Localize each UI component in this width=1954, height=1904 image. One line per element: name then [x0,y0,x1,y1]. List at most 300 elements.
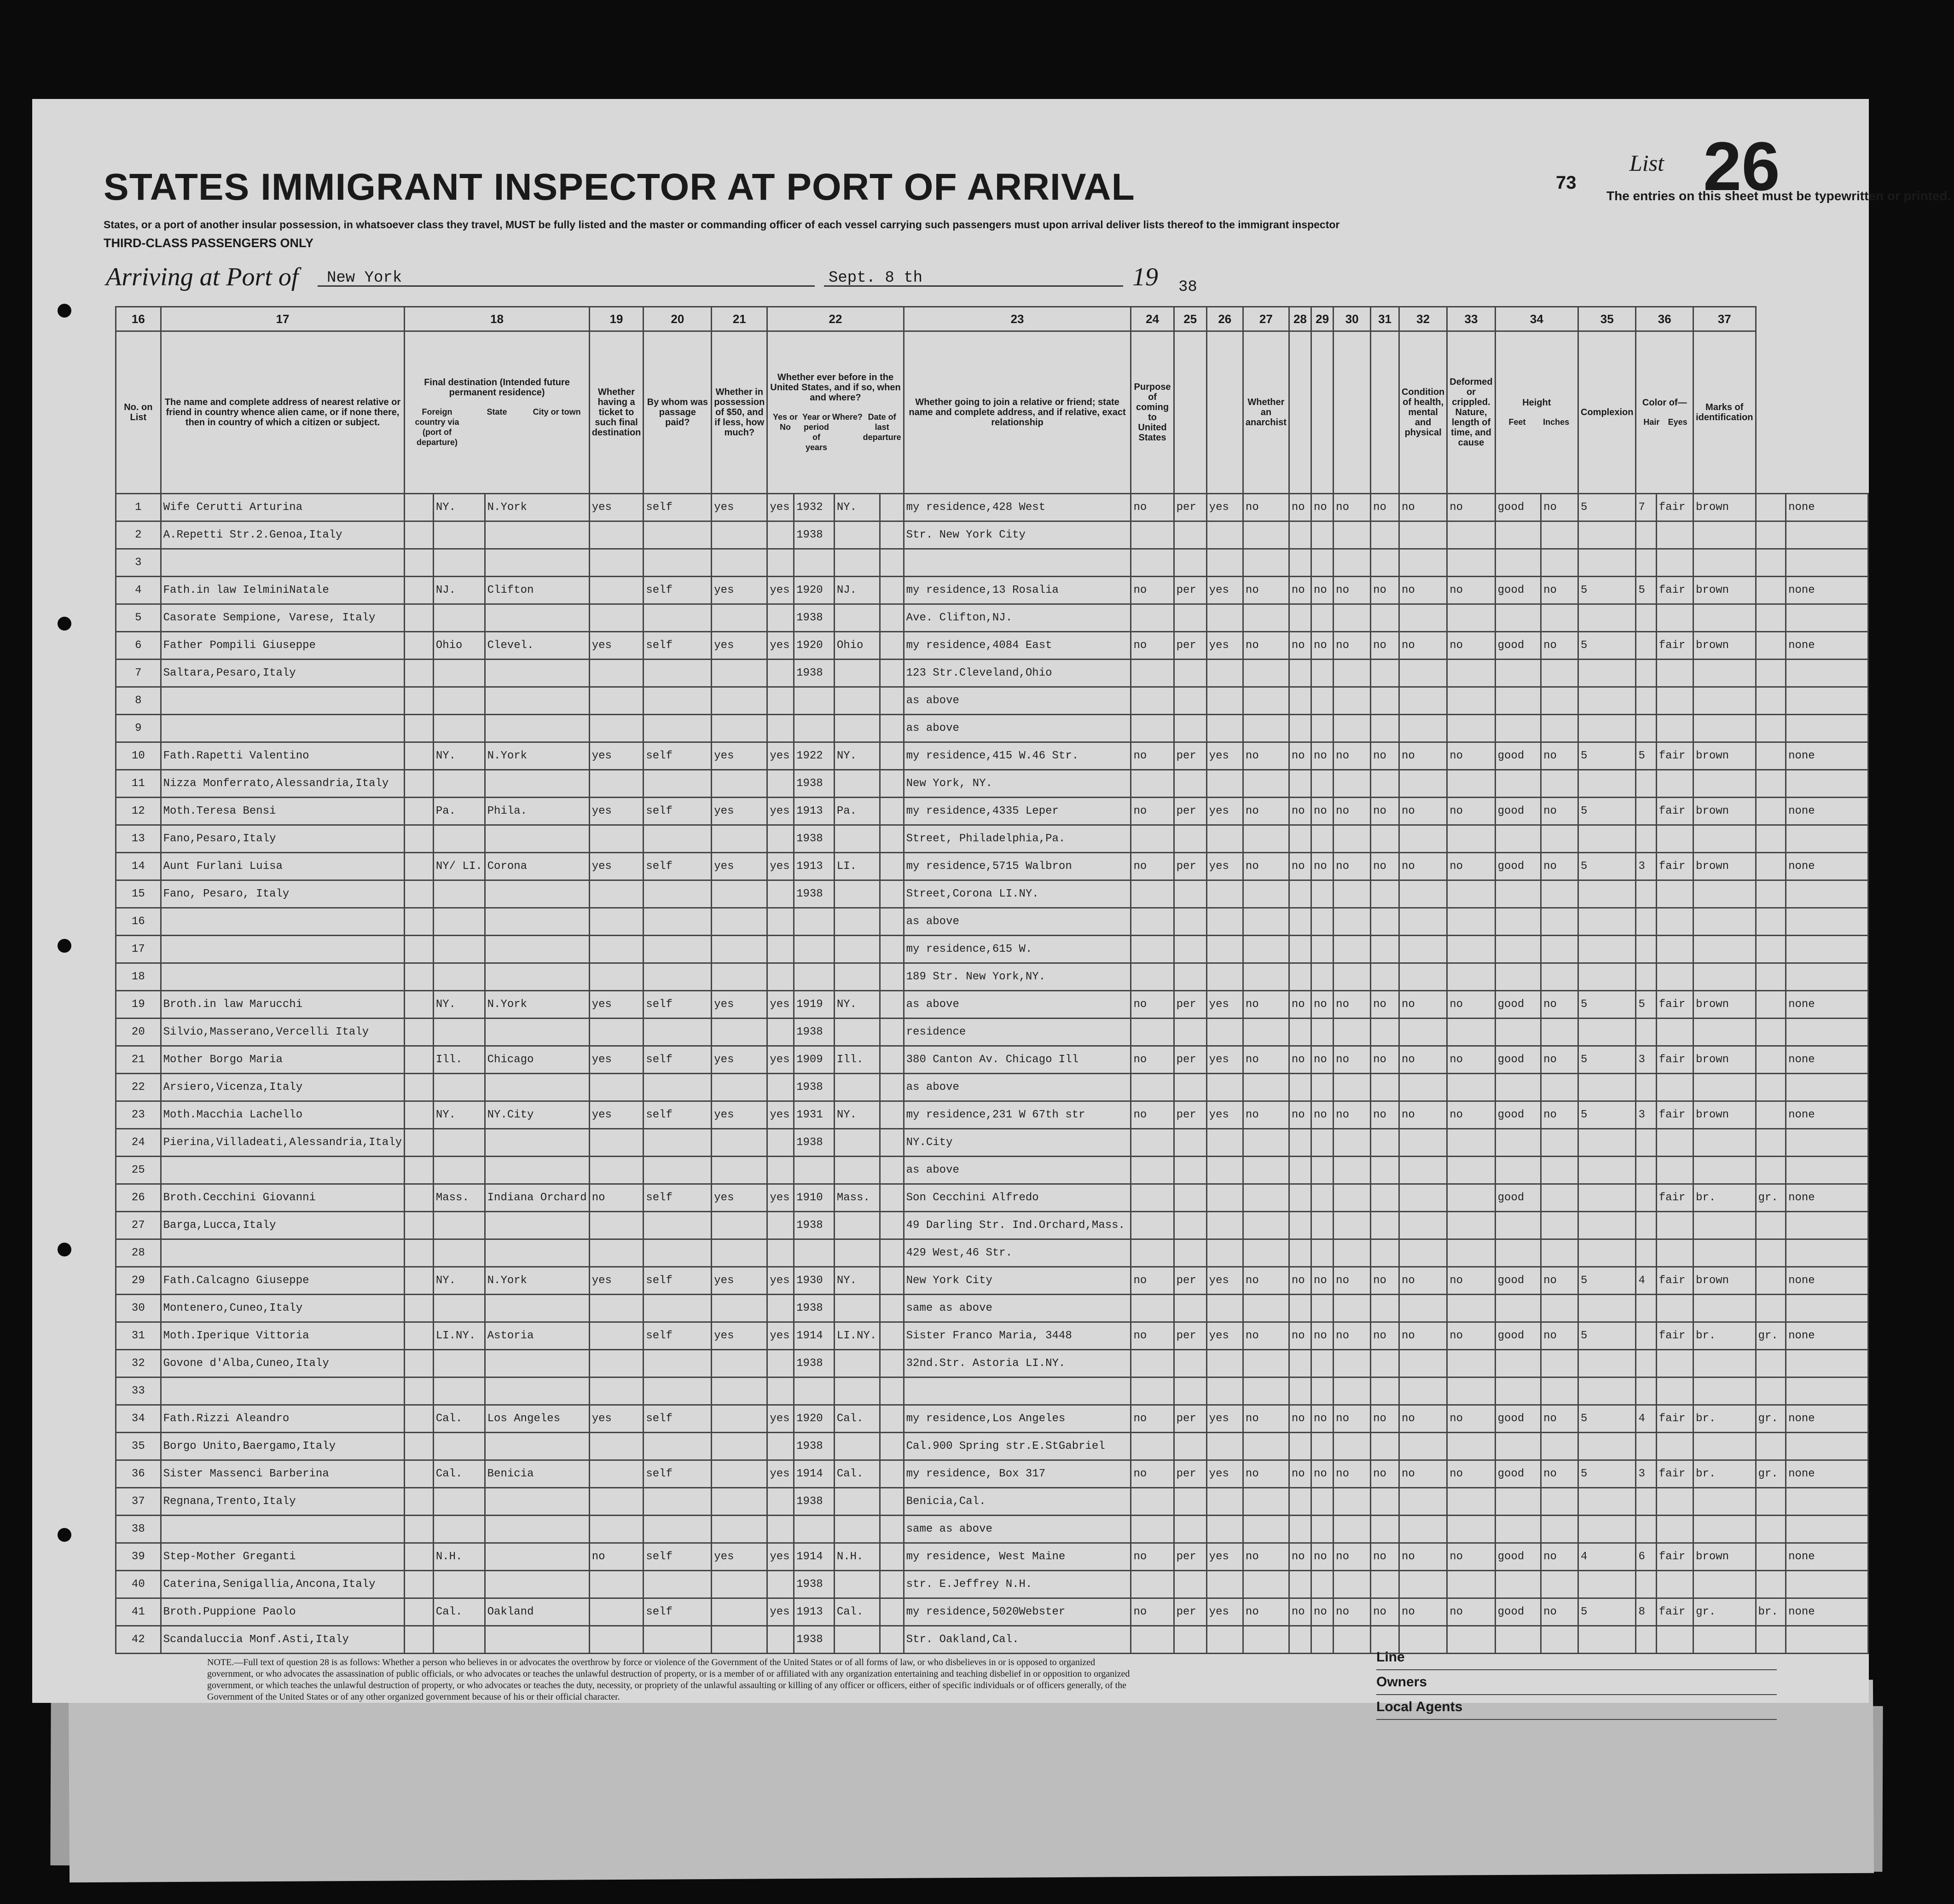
hair-color: brown [1693,1267,1756,1295]
page-title: STATES IMMIGRANT INSPECTOR AT PORT OF ARRIVAL [104,166,1135,208]
destination-city [485,963,589,991]
destination-city: Los Angeles [485,1405,589,1433]
where-cell [834,1212,880,1239]
money-cell [712,1598,767,1626]
passage-paid-by [644,1129,712,1157]
height-feet [1578,1212,1636,1239]
question-30 [1399,1157,1447,1184]
relative-name-address: Moth.Macchia Lachello [161,1101,405,1129]
where-cell [834,1488,880,1516]
intends-citizenship: yes [1206,1598,1243,1626]
length-of-stay: per [1174,1267,1206,1295]
years-cell: 1938 [794,1074,835,1101]
anarchist-cell [1311,1571,1334,1598]
length-of-stay [1174,1019,1206,1046]
intends-citizenship [1206,1516,1243,1543]
last-departure-cell [880,1129,904,1157]
complexion-cell: fair [1656,1460,1693,1488]
destination-city [485,1516,589,1543]
money-cell [712,908,767,936]
column-header-label: Condition of health, mental and physical [1401,387,1445,438]
question-26: no [1289,1543,1311,1571]
destination-state: NY. [433,742,485,770]
last-departure-cell [880,1405,904,1433]
list-number-cell: 7 [116,660,161,687]
question-31: no [1447,1267,1495,1295]
years-cell: 1938 [794,521,835,549]
identification-marks: none [1786,853,1868,880]
height-inches: 3 [1636,1460,1656,1488]
question-28 [1334,936,1371,963]
money-cell: yes [712,1322,767,1350]
question-26 [1289,825,1311,853]
destination-city: N.York [485,991,589,1019]
deformed-cell [1541,1377,1578,1405]
joining-relative: my residence,231 W 67th str [904,1101,1131,1129]
eye-color [1756,549,1786,577]
purpose-cell: no [1131,1322,1174,1350]
length-of-stay [1174,825,1206,853]
eye-color [1756,660,1786,687]
previously-in-us [767,1350,794,1377]
where-cell: Ill. [834,1046,880,1074]
joining-relative: Str. New York City [904,521,1131,549]
column-header-label: Final destination (Intended future permanent residence) [424,377,570,398]
column-subheader: Date of last departure [863,412,901,442]
identification-marks [1786,604,1868,632]
length-of-stay [1174,549,1206,577]
health-condition [1495,1433,1541,1460]
destination-state: Ill. [433,1046,485,1074]
purpose-cell: no [1131,853,1174,880]
question-25 [1243,1295,1289,1322]
foreign-port-cell [405,1543,433,1571]
health-condition: good [1495,632,1541,660]
question-31 [1447,1239,1495,1267]
column-header [904,331,1131,494]
ticket-cell: yes [589,1267,644,1295]
height-feet [1578,1433,1636,1460]
column-subheader: Yes or No [773,412,798,432]
column-number: 20 [644,307,712,331]
question-25: no [1243,1405,1289,1433]
length-of-stay: per [1174,853,1206,880]
height-feet: 5 [1578,1322,1636,1350]
money-cell [712,604,767,632]
money-cell [712,1074,767,1101]
passage-paid-by: self [644,853,712,880]
relative-name-address: Father Pompili Giuseppe [161,632,405,660]
length-of-stay [1174,1516,1206,1543]
height-inches [1636,660,1656,687]
destination-city [485,549,589,577]
question-26 [1289,908,1311,936]
joining-relative: my residence,428 West [904,494,1131,521]
list-number-cell: 32 [116,1350,161,1377]
last-departure-cell [880,742,904,770]
intends-citizenship [1206,1184,1243,1212]
height-feet [1578,604,1636,632]
money-cell: yes [712,742,767,770]
question-29 [1371,604,1399,632]
question-29: no [1371,1101,1399,1129]
eye-color [1756,963,1786,991]
question-28 [1334,963,1371,991]
list-number-cell: 20 [116,1019,161,1046]
destination-city: NY.City [485,1101,589,1129]
deformed-cell: no [1541,1046,1578,1074]
anarchist-cell: no [1311,853,1334,880]
years-cell: 1909 [794,1046,835,1074]
question-28 [1334,687,1371,715]
deformed-cell: no [1541,798,1578,825]
health-condition [1495,604,1541,632]
destination-state [433,660,485,687]
joining-relative: Sister Franco Maria, 3448 [904,1322,1131,1350]
question-25 [1243,1239,1289,1267]
complexion-cell: fair [1656,1101,1693,1129]
joining-relative: Street,Corona LI.NY. [904,880,1131,908]
anarchist-cell: no [1311,1405,1334,1433]
eye-color [1756,715,1786,742]
hair-color [1693,1350,1756,1377]
length-of-stay: per [1174,1543,1206,1571]
money-cell: yes [712,1101,767,1129]
joining-relative: as above [904,1157,1131,1184]
previously-in-us [767,770,794,798]
question-28: no [1334,1046,1371,1074]
height-inches [1636,1488,1656,1516]
hair-color: brown [1693,1101,1756,1129]
height-inches: 7 [1636,494,1656,521]
eye-color: br. [1756,1598,1786,1626]
question-30 [1399,1212,1447,1239]
question-28: no [1334,1405,1371,1433]
question-29 [1371,521,1399,549]
identification-marks [1786,880,1868,908]
destination-state: LI.NY. [433,1322,485,1350]
question-29 [1371,1377,1399,1405]
question-30: no [1399,494,1447,521]
ticket-cell [589,1322,644,1350]
question-28: no [1334,494,1371,521]
question-29: no [1371,853,1399,880]
foreign-port-cell [405,604,433,632]
port-value: New York [327,269,402,287]
height-inches [1636,1377,1656,1405]
eye-color [1756,1157,1786,1184]
deformed-cell: no [1541,1598,1578,1626]
deformed-cell: no [1541,991,1578,1019]
money-cell [712,1460,767,1488]
table-row [116,660,1868,687]
where-cell [834,963,880,991]
where-cell [834,660,880,687]
list-number-cell: 21 [116,1046,161,1074]
foreign-port-cell [405,1626,433,1654]
list-number-cell: 10 [116,742,161,770]
anarchist-cell [1311,1350,1334,1377]
previously-in-us [767,521,794,549]
question-31 [1447,687,1495,715]
years-cell [794,715,835,742]
identification-marks: none [1786,1184,1868,1212]
height-feet [1578,1074,1636,1101]
hair-color [1693,660,1756,687]
table-row [116,1074,1868,1101]
question-29 [1371,963,1399,991]
years-cell [794,963,835,991]
question-28: no [1334,991,1371,1019]
question-28: no [1334,1460,1371,1488]
where-cell [834,1074,880,1101]
last-departure-cell [880,908,904,936]
years-cell: 1938 [794,770,835,798]
question-28 [1334,521,1371,549]
hair-color [1693,715,1756,742]
question-25: no [1243,798,1289,825]
destination-state [433,1626,485,1654]
where-cell: Pa. [834,798,880,825]
money-cell: yes [712,1543,767,1571]
question-28: no [1334,1267,1371,1295]
last-departure-cell [880,1460,904,1488]
column-header [1131,331,1174,494]
anarchist-cell [1311,549,1334,577]
destination-city [485,908,589,936]
column-number: 29 [1311,307,1334,331]
eye-color [1756,1074,1786,1101]
health-condition: good [1495,1598,1541,1626]
height-inches [1636,936,1656,963]
height-inches: 5 [1636,577,1656,604]
question-25 [1243,715,1289,742]
question-29 [1371,1488,1399,1516]
question-28 [1334,1129,1371,1157]
complexion-cell [1656,908,1693,936]
destination-city: Corona [485,853,589,880]
question-28 [1334,660,1371,687]
complexion-cell: fair [1656,1598,1693,1626]
previously-in-us [767,880,794,908]
where-cell [834,521,880,549]
column-header [1174,331,1206,494]
question-31 [1447,1571,1495,1598]
identification-marks [1786,715,1868,742]
anarchist-cell: no [1311,1322,1334,1350]
column-number: 32 [1399,307,1447,331]
last-departure-cell [880,1267,904,1295]
intends-citizenship [1206,604,1243,632]
identification-marks: none [1786,1046,1868,1074]
question-29: no [1371,1046,1399,1074]
relative-name-address: Mother Borgo Maria [161,1046,405,1074]
question-28 [1334,1157,1371,1184]
question-31: no [1447,742,1495,770]
identification-marks: none [1786,494,1868,521]
length-of-stay: per [1174,577,1206,604]
ticket-cell [589,1129,644,1157]
where-cell [834,825,880,853]
question-30 [1399,604,1447,632]
destination-city [485,1239,589,1267]
purpose-cell: no [1131,1101,1174,1129]
question-30 [1399,770,1447,798]
hair-color [1693,1377,1756,1405]
height-feet [1578,1239,1636,1267]
deformed-cell: no [1541,577,1578,604]
where-cell [834,1295,880,1322]
health-condition: good [1495,798,1541,825]
question-31 [1447,770,1495,798]
anarchist-cell [1311,660,1334,687]
money-cell: yes [712,991,767,1019]
table-row [116,687,1868,715]
table-row [116,604,1868,632]
previously-in-us [767,1377,794,1405]
question-30: no [1399,1543,1447,1571]
question-30 [1399,1377,1447,1405]
years-cell [794,908,835,936]
money-cell [712,1239,767,1267]
complexion-cell [1656,1239,1693,1267]
list-number-cell: 14 [116,853,161,880]
relative-name-address: Wife Cerutti Arturina [161,494,405,521]
question-26: no [1289,991,1311,1019]
anarchist-cell [1311,963,1334,991]
hair-color [1693,1488,1756,1516]
money-cell: yes [712,1184,767,1212]
anarchist-cell: no [1311,577,1334,604]
ticket-cell: no [589,1184,644,1212]
identification-marks [1786,1129,1868,1157]
years-cell: 1938 [794,1350,835,1377]
where-cell: NY. [834,742,880,770]
column-number: 18 [405,307,589,331]
hair-color [1693,549,1756,577]
list-number-cell: 40 [116,1571,161,1598]
complexion-cell [1656,1433,1693,1460]
deformed-cell [1541,1239,1578,1267]
eye-color: gr. [1756,1322,1786,1350]
destination-city [485,1543,589,1571]
question-26 [1289,1129,1311,1157]
length-of-stay [1174,1239,1206,1267]
column-number: 22 [767,307,904,331]
list-number-cell: 30 [116,1295,161,1322]
purpose-cell [1131,1488,1174,1516]
passage-paid-by [644,936,712,963]
date-value: Sept. 8 th [829,269,923,287]
question-30 [1399,936,1447,963]
passage-paid-by: self [644,1101,712,1129]
destination-state [433,1295,485,1322]
height-feet: 5 [1578,798,1636,825]
question-28 [1334,1350,1371,1377]
health-condition [1495,660,1541,687]
eye-color [1756,632,1786,660]
last-departure-cell [880,1571,904,1598]
money-cell [712,825,767,853]
previously-in-us [767,1157,794,1184]
destination-state [433,1433,485,1460]
intends-citizenship [1206,521,1243,549]
foreign-port-cell [405,1019,433,1046]
question-25 [1243,1488,1289,1516]
last-departure-cell [880,1019,904,1046]
last-departure-cell [880,936,904,963]
ticket-cell [589,825,644,853]
destination-state [433,1129,485,1157]
complexion-cell [1656,1350,1693,1377]
joining-relative [904,549,1131,577]
question-28 [1334,604,1371,632]
hair-color: brown [1693,494,1756,521]
foreign-port-cell [405,1516,433,1543]
height-inches [1636,798,1656,825]
previously-in-us: yes [767,1184,794,1212]
joining-relative: 49 Darling Str. Ind.Orchard,Mass. [904,1212,1131,1239]
question-31: no [1447,1046,1495,1074]
last-departure-cell [880,1488,904,1516]
destination-state: NY. [433,991,485,1019]
destination-city [485,1433,589,1460]
column-number-row [116,307,1868,331]
column-header-label: Height [1522,398,1551,408]
binder-hole [58,1528,71,1542]
eye-color [1756,770,1786,798]
ticket-cell [589,549,644,577]
height-inches [1636,1074,1656,1101]
destination-state [433,936,485,963]
anarchist-cell [1311,521,1334,549]
identification-marks [1786,770,1868,798]
deformed-cell [1541,660,1578,687]
question-25: no [1243,1322,1289,1350]
where-cell [834,1157,880,1184]
anarchist-cell [1311,1488,1334,1516]
passage-paid-by: self [644,1460,712,1488]
purpose-cell [1131,1212,1174,1239]
destination-city [485,1626,589,1654]
height-feet: 5 [1578,991,1636,1019]
length-of-stay [1174,1377,1206,1405]
height-feet: 5 [1578,1405,1636,1433]
question-29 [1371,1433,1399,1460]
height-feet [1578,715,1636,742]
height-inches [1636,1019,1656,1046]
ticket-cell [589,1295,644,1322]
question-31: no [1447,494,1495,521]
foreign-port-cell [405,908,433,936]
column-number: 17 [161,307,405,331]
question-31 [1447,549,1495,577]
table-row [116,1433,1868,1460]
relative-name-address: Regnana,Trento,Italy [161,1488,405,1516]
identification-marks [1786,1516,1868,1543]
question-28 [1334,1433,1371,1460]
question-25 [1243,770,1289,798]
length-of-stay [1174,1157,1206,1184]
column-header [712,331,767,494]
table-row [116,1212,1868,1239]
passage-paid-by: self [644,991,712,1019]
eye-color [1756,604,1786,632]
foreign-port-cell [405,660,433,687]
deformed-cell: no [1541,1322,1578,1350]
column-header-label: Whether having a ticket to such final destination [591,387,641,438]
destination-city [485,1571,589,1598]
